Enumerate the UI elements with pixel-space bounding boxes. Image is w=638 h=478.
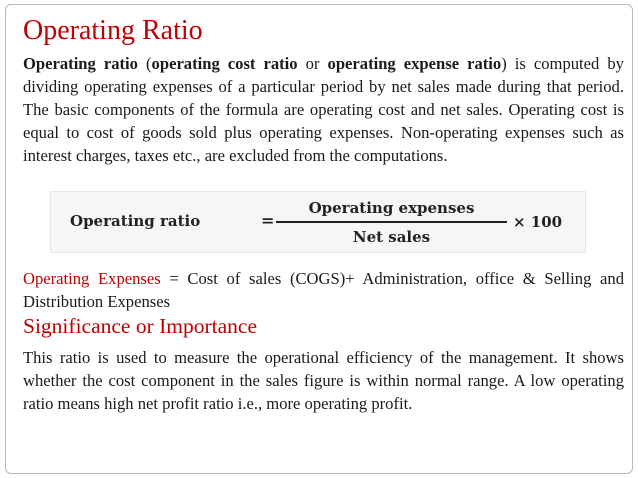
fraction-bar: [276, 221, 507, 223]
formula-fraction: [276, 198, 507, 247]
significance-heading: Significance or Importance: [23, 314, 258, 338]
intro-or: or: [297, 54, 328, 73]
formula-equals: =: [261, 211, 275, 230]
intro-term: Operating ratio: [23, 54, 138, 73]
operating-expenses-paragraph: [23, 267, 624, 313]
intro-open-paren: (: [137, 54, 152, 73]
operating-expenses-term: Operating Expenses: [23, 269, 161, 288]
formula-label: Operating ratio: [70, 212, 201, 230]
formula-multiplier: × 100: [513, 213, 563, 231]
intro-alt-term-1: operating cost ratio: [151, 54, 298, 73]
intro-paragraph: [23, 52, 624, 167]
slide-title: Operating Ratio: [23, 15, 203, 46]
intro-rest: ) is computed by dividing operating expenses of a particular period by net sales made during that period. The basic components of the formula are operating cost and net sales. Operating cost is equal to cost of goods sold plus operating expenses. Non-operating expenses such as interest charges, taxes etc., are excluded from the computations.: [23, 54, 624, 165]
slide: [5, 4, 633, 474]
intro-alt-term-2: operating expense ratio: [327, 54, 502, 73]
formula-numerator: Operating expenses: [308, 199, 475, 217]
significance-paragraph: This ratio is used to measure the operational efficiency of the management. It shows whether the cost component in the sales figure is within normal range. A low operating ratio means high net profit ratio i.e., more operating profit.: [23, 348, 624, 413]
formula-box: [50, 191, 586, 253]
operating-expenses-definition: = Cost of sales (COGS)+ Administration, office & Selling and Distribution Expenses: [23, 269, 624, 311]
formula-denominator: Net sales: [352, 227, 431, 246]
